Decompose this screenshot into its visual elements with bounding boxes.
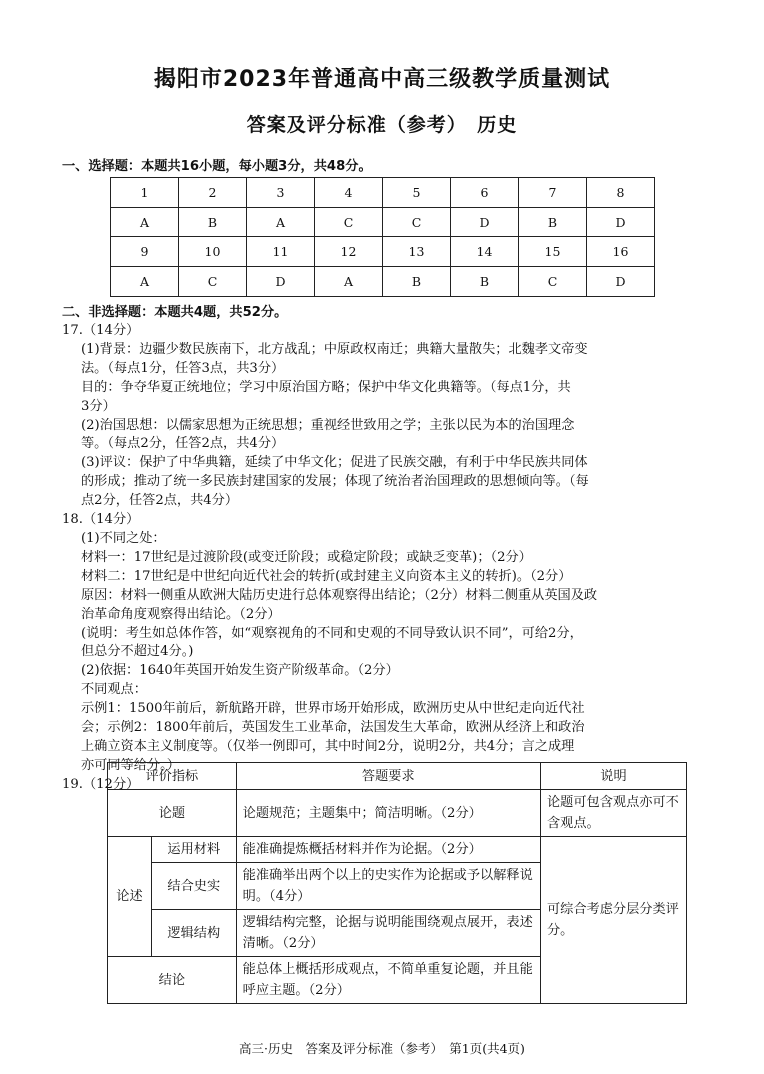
table-row [108,837,687,863]
answer-line: (1)背景：边疆少数民族南下，北方战乱；中原政权南迁；典籍大量散失；北魏孝文帝变 [81,341,588,357]
answer-line: 示例1：1500年前后，新航路开辟，世界市场开始形成，欧洲历史从中世纪走向近代社 [81,701,585,717]
page-footer: 高三·历史 答案及评分标准（参考） 第1页(共4页) [239,1041,525,1056]
table-row [111,237,655,267]
answer-line: 的形成；推动了统一多民族封建国家的发展；体现了统治者治国理政的思想倾向等。（每 [81,474,589,490]
answer-line: 材料二：17世纪是中世纪向近代社会的转折(或封建主义向资本主义的转折)。（2分） [81,568,572,584]
answer-cell: C [315,207,383,237]
question-number: 3 [247,178,315,208]
rubric-header-requirements: 答题要求 [236,763,540,790]
rubric-facts-requirement: 能准确举出两个以上的史实作为论据或予以解释说明。（4分） [236,863,540,910]
question-number: 13 [383,237,451,267]
page-subtitle: 答案及评分标准（参考） 历史 [246,114,518,136]
question-number: 2 [179,178,247,208]
answer-cell: A [111,267,179,297]
answer-cell: A [315,267,383,297]
question-number: 6 [451,178,519,208]
multiple-choice-answer-table [110,177,655,297]
answer-cell: D [587,207,655,237]
answer-cell: C [179,267,247,297]
answer-line: 原因：材料一侧重从欧洲大陆历史进行总体观察得出结论；（2分）材料二侧重从英国及政 [81,587,598,603]
answer-line: (1)不同之处： [81,530,166,546]
section-2-heading: 二、非选择题：本题共4题，共52分。 [62,305,288,320]
answer-cell: B [519,207,587,237]
answer-line: (3)评议：保护了中华典籍，延续了中华文化；促进了民族交融，有利于中华民族共同体 [81,455,588,471]
question-number: 15 [519,237,587,267]
rubric-sub-material: 运用材料 [151,837,236,863]
question-number: 8 [587,178,655,208]
rubric-topic-requirement: 论题规范；主题集中；简洁明晰。（2分） [236,790,540,837]
table-row [111,178,655,208]
table-row [108,790,687,837]
rubric-topic-note: 论题可包含观点亦可不含观点。 [540,790,686,837]
answer-cell: C [383,207,451,237]
answer-line: 等。（每点2分，任答2点，共4分） [81,436,285,452]
table-row [108,763,687,790]
rubric-topic: 论题 [108,790,237,837]
answer-line: 目的：争夺华夏正统地位；学习中原治国方略；保护中华文化典籍等。（每点1分，共 [81,379,571,395]
rubric-header-notes: 说明 [540,763,686,790]
rubric-header-criteria: 评价指标 [108,763,237,790]
answer-cell: A [247,207,315,237]
answer-line: 3分） [81,398,116,414]
question-number: 5 [383,178,451,208]
answer-line: 法。（每点1分，任答3点，共3分） [81,360,285,376]
rubric-sub-logic: 逻辑结构 [151,910,236,957]
answer-line: 上确立资本主义制度等。（仅举一例即可，其中时间2分，说明2分，共4分；言之成理 [81,738,575,754]
answer-line: 18.（14分） [62,512,140,528]
question-number: 12 [315,237,383,267]
answer-cell: B [451,267,519,297]
rubric-material-requirement: 能准确提炼概括材料并作为论据。（2分） [236,837,540,863]
answer-cell: C [519,267,587,297]
page-title: 揭阳市2023年普通高中高三级教学质量测试 [153,67,611,92]
question-number: 14 [451,237,519,267]
answer-line: (2)治国思想：以儒家思想为正统思想；重视经世致用之学；主张以民为本的治国理念 [81,417,575,433]
table-row [111,267,655,297]
answer-line: 材料一：17世纪是过渡阶段(或变迁阶段；或稳定阶段；或缺乏变革)；（2分） [81,549,532,565]
question-number: 9 [111,237,179,267]
answer-line: (说明：考生如总体作答，如“观察视角的不同和史观的不同导致认识不同”，可给2分， [81,625,583,641]
answer-line: 治革命角度观察得出结论。（2分） [81,606,281,622]
essay-rubric-table [107,762,687,1004]
answer-text-body [62,322,702,795]
answer-cell: B [179,207,247,237]
question-number: 10 [179,237,247,267]
rubric-conclusion-requirement: 能总体上概括形成观点，不简单重复论题，并且能呼应主题。（2分） [236,957,540,1004]
answer-line: 会；示例2：1800年前后，英国发生工业革命，法国发生大革命，欧洲从经济上和政治 [81,720,585,736]
rubric-conclusion: 结论 [108,957,237,1004]
question-number: 11 [247,237,315,267]
question-number: 7 [519,178,587,208]
question-number: 16 [587,237,655,267]
rubric-side-note: 可综合考虑分层分类评分。 [540,837,686,1004]
answer-line: 但总分不超过4分。) [81,644,194,660]
answer-cell: D [247,267,315,297]
answer-cell: A [111,207,179,237]
section-1-heading: 一、选择题：本题共16小题，每小题3分，共48分。 [62,159,372,174]
answer-cell: D [451,207,519,237]
answer-line: 点2分，任答2点，共4分） [81,493,239,509]
answer-line: 亦可同等给分。） [81,757,180,773]
answer-line: 19.（12分） [62,776,140,792]
answer-line: 17.（14分） [62,323,140,338]
rubric-sub-facts: 结合史实 [151,863,236,910]
rubric-argument: 论述 [108,837,152,957]
table-row [111,207,655,237]
answer-line: 不同观点： [81,682,147,698]
answer-cell: D [587,267,655,297]
answer-line: (2)依据：1640年英国开始发生资产阶级革命。（2分） [81,663,399,679]
answer-cell: B [383,267,451,297]
question-number: 4 [315,178,383,208]
question-number: 1 [111,178,179,208]
rubric-logic-requirement: 逻辑结构完整，论据与说明能围绕观点展开，表述清晰。（2分） [236,910,540,957]
